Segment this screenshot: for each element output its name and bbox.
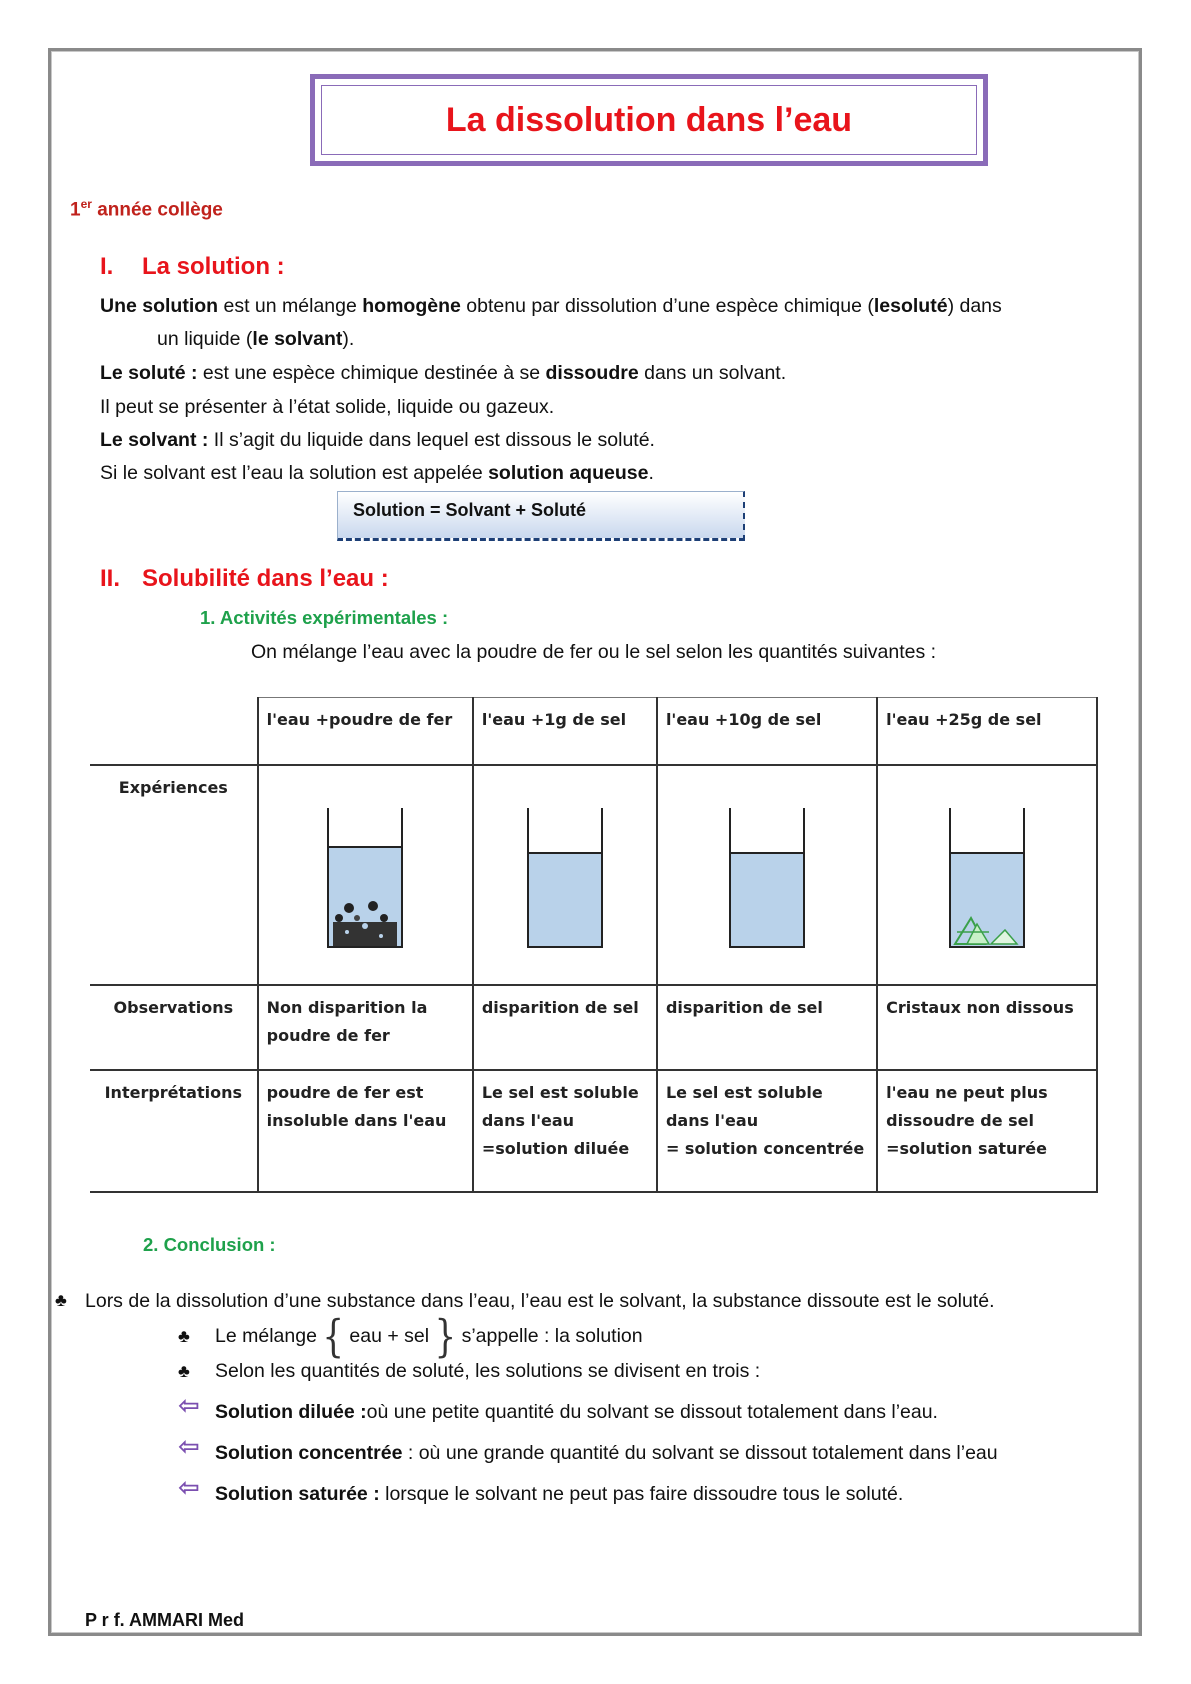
header-cell: l'eau +10g de sel [657, 698, 877, 765]
section-1-heading: I. La solution : [100, 253, 285, 280]
club-icon: ♣ [178, 1361, 190, 1381]
title-box [310, 74, 988, 166]
class-level: 1er année collège [70, 197, 223, 221]
header-cell: l'eau +poudre de fer [258, 698, 473, 765]
left-arrow-icon: ⇦ [178, 1390, 200, 1420]
club-icon: ♣ [55, 1290, 67, 1310]
diluted-solution: Solution diluée :où une petite quantité du solvant se dissout totalement dans l’eau. [215, 1401, 938, 1423]
beaker-25g-salt [949, 808, 1025, 948]
experiment-cell [258, 765, 473, 985]
interpretation-cell: Le sel est soluble dans l'eau =solution diluée [473, 1070, 657, 1192]
aqueous-solution: Si le solvant est l’eau la solution est appelée solution aqueuse. [100, 462, 654, 484]
saturated-solution: Solution saturée : lorsque le solvant ne peut pas faire dissoudre tous le soluté. [215, 1483, 904, 1505]
beaker-10g-salt [729, 808, 805, 948]
observation-cell: Non disparition la poudre de fer [258, 985, 473, 1070]
subsection-activities: 1. Activités expérimentales : [200, 607, 449, 628]
left-arrow-icon: ⇦ [178, 1472, 200, 1502]
beaker-iron-powder [327, 808, 403, 948]
table-row-experiments [90, 765, 1097, 985]
experiment-cell [657, 765, 877, 985]
club-icon: ♣ [178, 1326, 190, 1346]
solute-states: Il peut se présenter à l’état solide, liquide ou gazeux. [100, 396, 555, 418]
definition-solute: Le soluté : est une espèce chimique destinée à se dissoudre dans un solvant. [100, 362, 787, 384]
concentrated-solution: Solution concentrée : où une grande quantité du solvant se dissout totalement dans l’eau [215, 1442, 998, 1464]
left-arrow-icon: ⇦ [178, 1431, 200, 1461]
row-label: Expériences [90, 765, 258, 985]
table-header-row [90, 698, 1097, 765]
row-label: Interprétations [90, 1070, 258, 1192]
interpretation-cell: l'eau ne peut plus dissoudre de sel =solution saturée [877, 1070, 1097, 1192]
observation-cell: disparition de sel [657, 985, 877, 1070]
interpretation-cell: Le sel est soluble dans l'eau = solution concentrée [657, 1070, 877, 1192]
experiment-cell [473, 765, 657, 985]
conclusion-line-2: Le mélange { eau + sel } s’appelle : la solution [215, 1310, 643, 1363]
experiment-table [90, 697, 1098, 1193]
experiment-cell [877, 765, 1097, 985]
page-title: La dissolution dans l’eau [445, 100, 853, 139]
conclusion-line-1: Lors de la dissolution d’une substance dans l’eau, l’eau est le solvant, la substance dissoute est le soluté. [85, 1290, 995, 1312]
interpretation-cell: poudre de fer est insoluble dans l'eau [258, 1070, 473, 1192]
table-row-observations [90, 985, 1097, 1070]
subsection-conclusion: 2. Conclusion : [143, 1234, 276, 1255]
author-footer: P r f. AMMARI Med [85, 1610, 245, 1630]
table-row-interpretations [90, 1070, 1097, 1192]
activities-intro: On mélange l’eau avec la poudre de fer ou le sel selon les quantités suivantes : [251, 641, 937, 663]
observation-cell: disparition de sel [473, 985, 657, 1070]
header-cell: l'eau +25g de sel [877, 698, 1097, 765]
formula-box: Solution = Solvant + Soluté [337, 491, 745, 541]
definition-solution-line1: Une solution est un mélange homogène obtenu par dissolution d’une espèce chimique (lesoluté) dans [100, 295, 1002, 317]
section-2-heading: II. Solubilité dans l’eau : [100, 565, 389, 592]
beaker-1g-salt [527, 808, 603, 948]
observation-cell: Cristaux non dissous [877, 985, 1097, 1070]
conclusion-line-3: Selon les quantités de soluté, les solutions se divisent en trois : [215, 1360, 761, 1382]
definition-solution-line2: un liquide (le solvant). [157, 328, 355, 350]
header-cell: l'eau +1g de sel [473, 698, 657, 765]
row-label: Observations [90, 985, 258, 1070]
definition-solvent: Le solvant : Il s’agit du liquide dans lequel est dissous le soluté. [100, 429, 655, 451]
